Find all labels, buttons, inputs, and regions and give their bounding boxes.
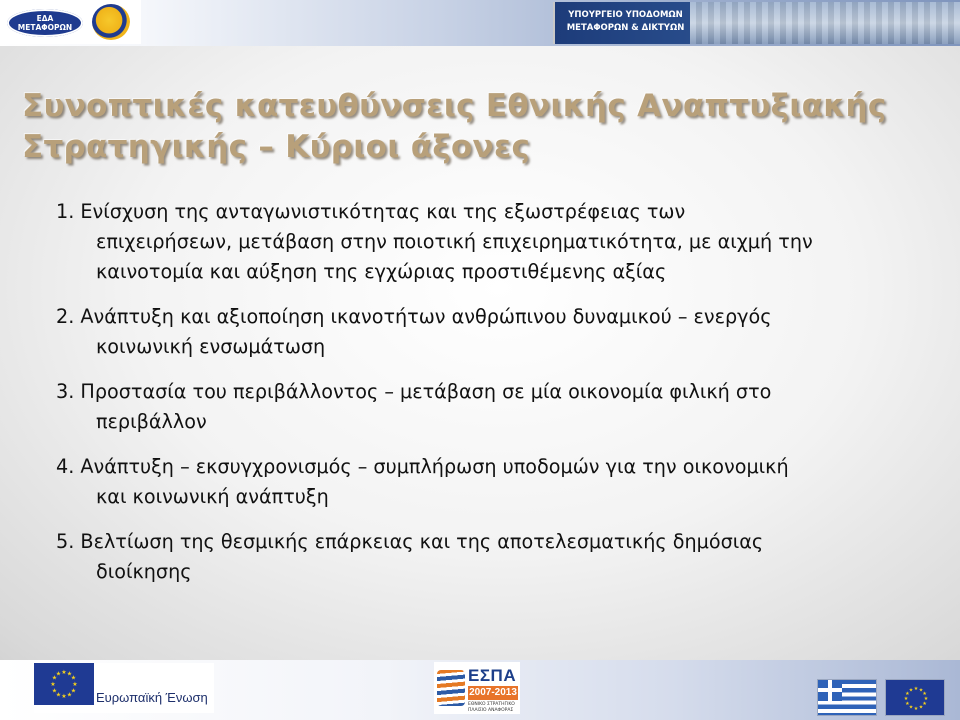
list-item [56,377,916,437]
svg-text:★: ★ [905,701,910,708]
svg-text:★: ★ [55,670,62,678]
svg-text:★: ★ [922,701,927,708]
eu-logo [34,663,214,713]
ministry-banner [553,2,960,44]
slide-title: Συνοπτικές κατευθύνσεις Εθνικής Αναπτυξιακής Στρατηγικής – Κύριοι άξονες [22,88,887,165]
espa-title: ΕΣΠΑ [468,666,517,685]
list-item-text: 1. Ενίσχυση της ανταγωνιστικότητας και της εξωστρέφειας των [56,200,686,223]
eu-small-stars [886,680,946,717]
svg-text:★: ★ [913,706,919,712]
svg-text:★: ★ [918,687,924,694]
svg-text:★: ★ [50,681,56,688]
svg-text:★: ★ [922,690,927,697]
list-item-continuation: επιχειρήσεων, μετάβαση στην ποιοτική επιχειρηματικότητα, με αιχμή την [96,230,813,253]
svg-text:★: ★ [905,690,910,697]
svg-text:★: ★ [66,691,73,699]
svg-text:★: ★ [66,670,73,678]
svg-text:★: ★ [61,693,67,700]
svg-text:★: ★ [908,687,914,694]
svg-text:★: ★ [51,674,58,682]
list-item-text: 3. Προστασία του περιβάλλοντος – μετάβαση σε μία οικονομία φιλική στο [56,380,772,403]
list-item-text: 4. Ανάπτυξη – εκσυγχρονισμός – συμπλήρωση υποδομών για την οικονομική [56,455,789,478]
ministry-line-1: ΥΠΟΥΡΓΕΙΟ ΥΠΟΔΟΜΩΝ [568,10,683,20]
eda-metaforon-logo [0,0,141,44]
list-item-continuation: περιβάλλον [96,410,207,433]
svg-text:★: ★ [908,704,914,711]
list-item [56,302,916,362]
logo-text: ΕΔΑ ΜΕΤΑΦΟΡΩΝ [17,14,73,32]
svg-text:★: ★ [70,687,77,695]
svg-text:★: ★ [55,691,62,699]
list-item-continuation: κοινωνική ενσωμάτωση [96,335,326,358]
svg-text:★: ★ [913,686,919,692]
list-item-continuation: διοίκησης [96,560,192,583]
espa-logo [434,662,520,714]
espa-waves-icon [437,670,465,706]
list-item [56,197,916,287]
ministry-line-2: ΜΕΤΑΦΟΡΩΝ & ΔΙΚΤΥΩΝ [566,23,685,33]
list-item [56,452,916,512]
list-item-continuation: και κοινωνική ανάπτυξη [96,485,329,508]
greek-flag-cross [818,680,842,701]
eu-flag-small-icon [885,679,945,716]
eu-stars [34,663,94,705]
svg-text:★: ★ [70,674,77,682]
list-item-text: 5. Βελτίωση της θεσμικής επάρκειας και της αποτελεσματικής δημόσιας [56,530,764,553]
sun-emblem-icon [92,4,130,40]
ministry-photo-strip [690,2,960,44]
svg-text:★: ★ [923,696,929,702]
list-item-continuation: καινοτομία και αύξηση της εγχώριας προστιθέμενης αξίας [96,260,667,283]
svg-text:★: ★ [72,681,78,688]
svg-text:★: ★ [918,704,924,711]
ministry-name [563,9,688,35]
svg-text:★: ★ [51,687,58,695]
greek-flag-icon [817,679,877,716]
svg-text:★: ★ [903,696,909,702]
list-item-text: 2. Ανάπτυξη και αξιοποίηση ικανοτήτων ανθρώπινου δυναμικού – ενεργός [56,305,772,328]
list-item [56,527,916,587]
eu-flag-icon [34,663,94,705]
axes-list [56,197,916,602]
espa-years: 2007-2013 [469,687,517,698]
svg-text:★: ★ [61,669,67,676]
espa-subtitle: ΕΘΝΙΚΟ ΣΤΡΑΤΗΓΙΚΟ ΠΛΑΙΣΙΟ ΑΝΑΦΟΡΑΣ [468,702,515,713]
eu-label: Ευρωπαϊκή Ένωση [96,690,208,705]
